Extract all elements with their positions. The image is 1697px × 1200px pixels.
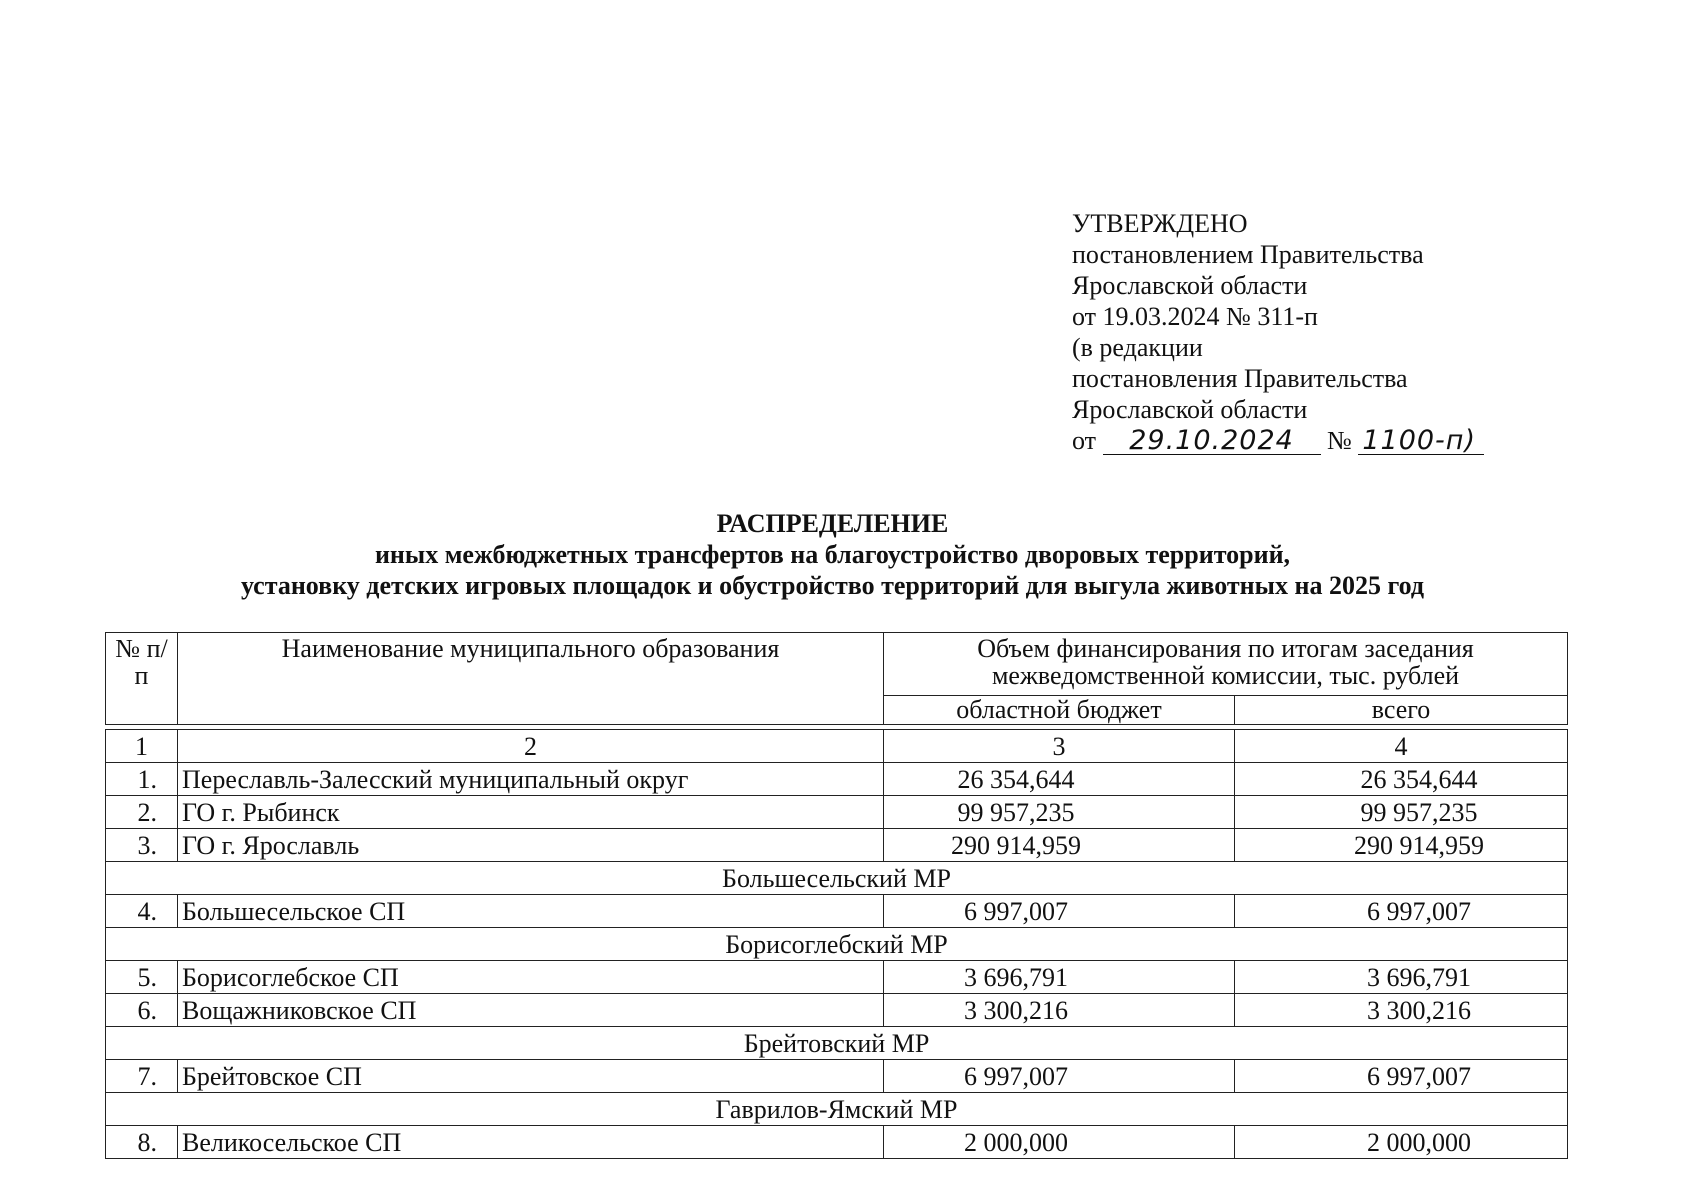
handwritten-date: 29.10.2024 <box>1103 427 1321 455</box>
municipality-name: Брейтовское СП <box>178 1060 884 1093</box>
approval-line: Ярославской области <box>1072 271 1308 300</box>
approval-line: УТВЕРЖДЕНО <box>1072 209 1248 238</box>
regional-budget-value: 290 914,959 <box>884 829 1235 862</box>
municipality-name: Вощажниковское СП <box>178 994 884 1027</box>
distribution-table <box>105 632 1568 1159</box>
number-sign: № <box>1327 426 1352 455</box>
group-name: Большесельский МР <box>106 862 1568 895</box>
group-name: Брейтовский МР <box>106 1027 1568 1060</box>
municipality-name: ГО г. Ярославль <box>178 829 884 862</box>
title-line-1: РАСПРЕДЕЛЕНИЕ <box>716 509 949 538</box>
column-number: 4 <box>1235 730 1568 763</box>
total-value: 290 914,959 <box>1235 829 1568 862</box>
header-regional: областной бюджет <box>884 696 1235 725</box>
table-row <box>106 1060 1568 1093</box>
total-value: 26 354,644 <box>1235 763 1568 796</box>
header-name: Наименование муниципального образования <box>178 633 884 725</box>
total-value: 6 997,007 <box>1235 895 1568 928</box>
row-number: 6. <box>106 994 178 1027</box>
total-value: 2 000,000 <box>1235 1126 1568 1159</box>
header-num: № п/п <box>106 633 178 725</box>
table-row <box>106 763 1568 796</box>
municipality-name: Великосельское СП <box>178 1126 884 1159</box>
approval-line: Ярославской области <box>1072 395 1308 424</box>
group-row <box>106 862 1568 895</box>
group-row <box>106 1027 1568 1060</box>
approval-amendment-line <box>1072 425 1484 456</box>
municipality-name: Большесельское СП <box>178 895 884 928</box>
regional-budget-value: 26 354,644 <box>884 763 1235 796</box>
handwritten-number <box>1358 427 1484 455</box>
table-row <box>106 829 1568 862</box>
municipality-name: ГО г. Рыбинск <box>178 796 884 829</box>
group-row <box>106 928 1568 961</box>
row-number: 7. <box>106 1060 178 1093</box>
title-line-3: установку детских игровых площадок и обустройство территорий для выгула животных на 2025 год <box>240 571 1425 600</box>
approval-line: постановлением Правительства <box>1072 240 1424 269</box>
table-row <box>106 994 1568 1027</box>
total-value: 99 957,235 <box>1235 796 1568 829</box>
approval-from-label: от <box>1072 426 1097 455</box>
regional-budget-value: 3 300,216 <box>884 994 1235 1027</box>
column-number: 2 <box>178 730 884 763</box>
group-row <box>106 1093 1568 1126</box>
handwritten-number-text: 1100-п <box>1362 425 1465 456</box>
column-number-row <box>106 730 1568 763</box>
regional-budget-value: 99 957,235 <box>884 796 1235 829</box>
row-number: 1. <box>106 763 178 796</box>
total-value: 6 997,007 <box>1235 1060 1568 1093</box>
table-row <box>106 796 1568 829</box>
column-number: 3 <box>884 730 1235 763</box>
approval-line: постановления Правительства <box>1072 364 1408 393</box>
title-line-2: иных межбюджетных трансфертов на благоустройство дворовых территорий, <box>374 540 1291 569</box>
regional-budget-value: 6 997,007 <box>884 895 1235 928</box>
table-row <box>106 1126 1568 1159</box>
row-number: 5. <box>106 961 178 994</box>
regional-budget-value: 6 997,007 <box>884 1060 1235 1093</box>
row-number: 3. <box>106 829 178 862</box>
table-row <box>106 961 1568 994</box>
table-row <box>106 895 1568 928</box>
regional-budget-value: 3 696,791 <box>884 961 1235 994</box>
group-name: Гаврилов-Ямский МР <box>106 1093 1568 1126</box>
header-row <box>106 633 1568 696</box>
closing-paren: ) <box>1464 425 1476 456</box>
approval-block <box>1072 208 1484 456</box>
row-number: 4. <box>106 895 178 928</box>
row-number: 8. <box>106 1126 178 1159</box>
header-total: всего <box>1235 696 1568 725</box>
approval-line: (в редакции <box>1072 333 1203 362</box>
approval-line: от 19.03.2024 № 311-п <box>1072 302 1318 331</box>
municipality-name: Переславль-Залесский муниципальный округ <box>178 763 884 796</box>
municipality-name: Борисоглебское СП <box>178 961 884 994</box>
total-value: 3 696,791 <box>1235 961 1568 994</box>
row-number: 2. <box>106 796 178 829</box>
total-value: 3 300,216 <box>1235 994 1568 1027</box>
document-title <box>0 508 1665 601</box>
header-volume: Объем финансирования по итогам заседания межведомственной комиссии, тыс. рублей <box>884 633 1568 696</box>
regional-budget-value: 2 000,000 <box>884 1126 1235 1159</box>
column-number: 1 <box>106 730 178 763</box>
group-name: Борисоглебский МР <box>106 928 1568 961</box>
